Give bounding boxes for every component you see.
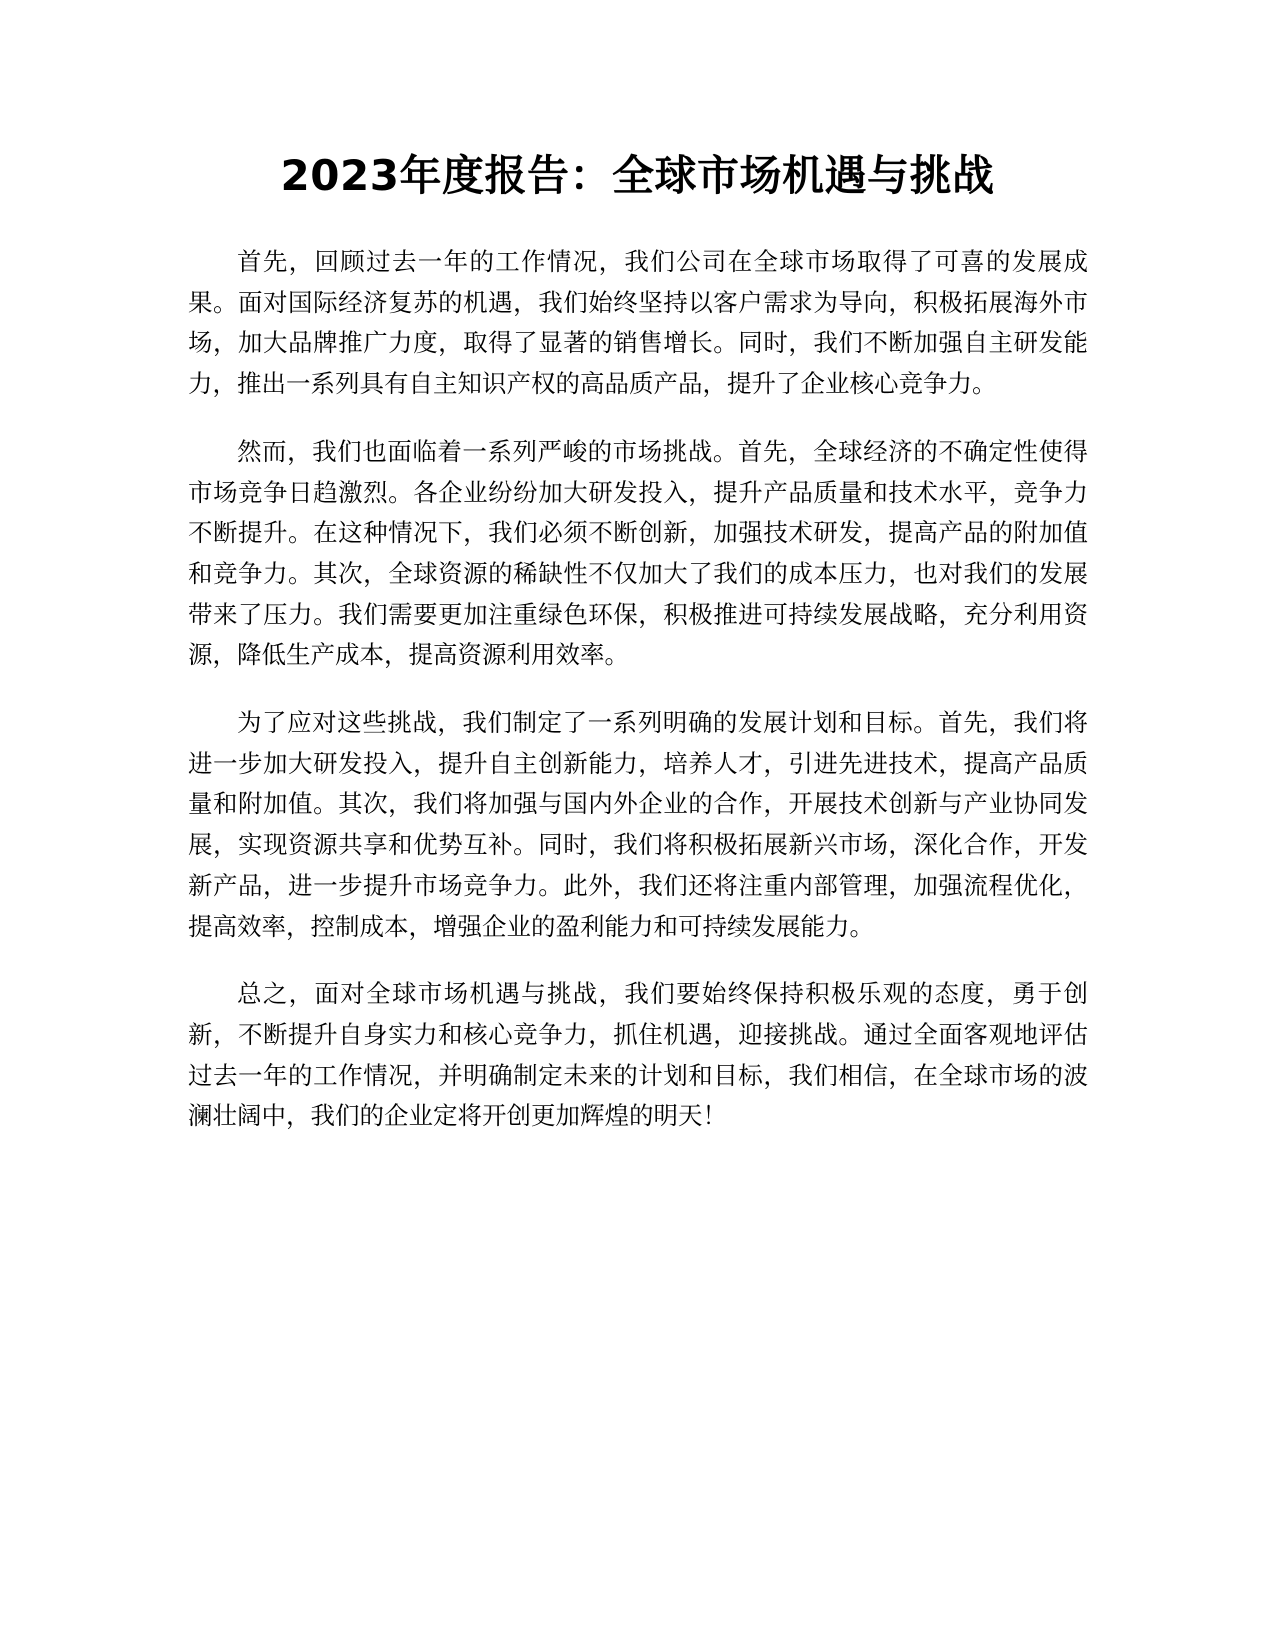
paragraph-3: 为了应对这些挑战，我们制定了一系列明确的发展计划和目标。首先，我们将进一步加大研发投入，提升自主创新能力，培养人才，引进先进技术，提高产品质量和附加值。其次，我们将加强与国内外企业的合作，开展技术创新与产业协同发展，实现资源共享和优势互补。同时，我们将积极拓展新兴市场，深化合作，开发新产品，进一步提升市场竞争力。此外，我们还将注重内部管理，加强流程优化，提高效率，控制成本，增强企业的盈利能力和可持续发展能力。 <box>188 708 1088 941</box>
paragraph-4: 总之，面对全球市场机遇与挑战，我们要始终保持积极乐观的态度，勇于创新，不断提升自身实力和核心竞争力，抓住机遇，迎接挑战。通过全面客观地评估过去一年的工作情况，并明确制定未来的计划和目标，我们相信，在全球市场的波澜壮阔中，我们的企业定将开创更加辉煌的明天！ <box>188 979 1088 1131</box>
document-title: 2023年度报告：全球市场机遇与挑战 <box>280 151 995 200</box>
document-body <box>188 242 1088 1164</box>
paragraph-1: 首先，回顾过去一年的工作情况，我们公司在全球市场取得了可喜的发展成果。面对国际经济复苏的机遇，我们始终坚持以客户需求为导向，积极拓展海外市场，加大品牌推广力度，取得了显著的销售增长。同时，我们不断加强自主研发能力，推出一系列具有自主知识产权的高品质产品，提升了企业核心竞争力。 <box>188 247 1088 399</box>
paragraph-2: 然而，我们也面临着一系列严峻的市场挑战。首先，全球经济的不确定性使得市场竞争日趋激烈。各企业纷纷加大研发投入，提升产品质量和技术水平，竞争力不断提升。在这种情况下，我们必须不断创新，加强技术研发，提高产品的附加值和竞争力。其次，全球资源的稀缺性不仅加大了我们的成本压力，也对我们的发展带来了压力。我们需要更加注重绿色环保，积极推进可持续发展战略，充分利用资源，降低生产成本，提高资源利用效率。 <box>188 436 1088 670</box>
